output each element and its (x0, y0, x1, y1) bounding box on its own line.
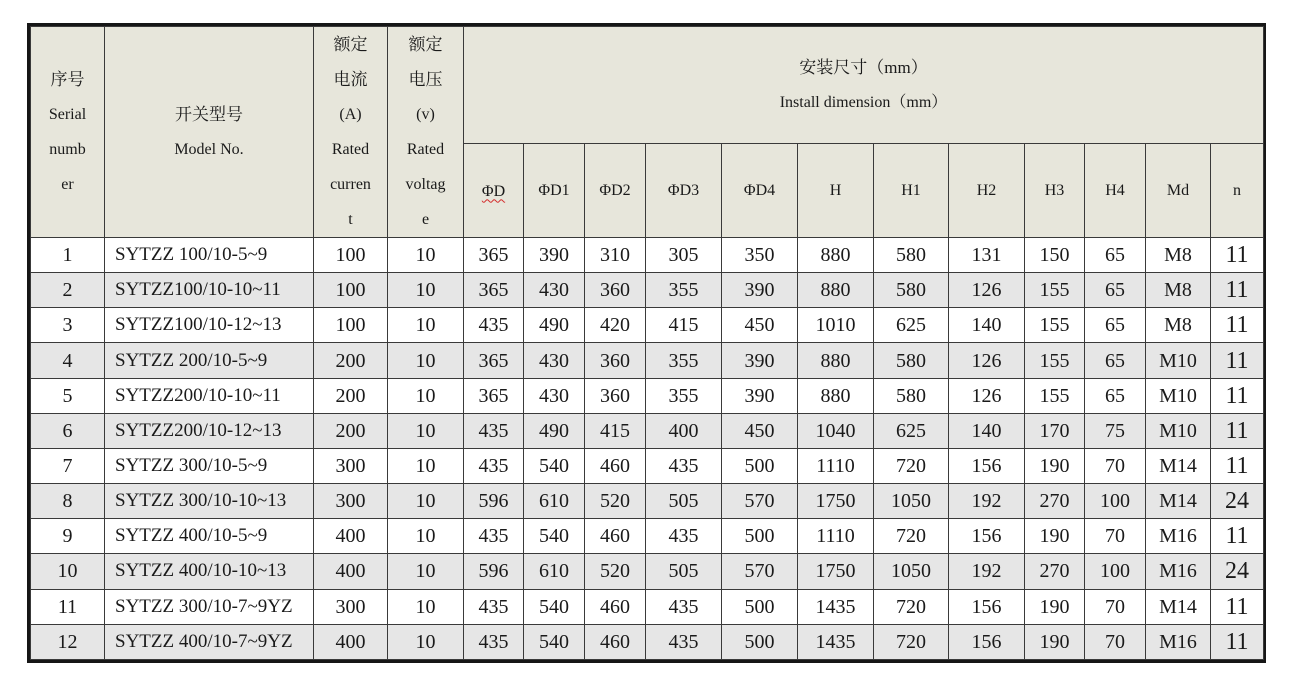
table-row (31, 273, 1264, 308)
cell-rated-voltage: 10 (388, 343, 464, 378)
cell-rated-voltage: 10 (388, 519, 464, 554)
cell-h4: 65 (1085, 308, 1146, 343)
cell-phid3: 435 (646, 448, 722, 483)
cell-phid2: 360 (585, 378, 646, 413)
table-row (31, 343, 1264, 378)
header-model (105, 27, 314, 238)
cell-phid: 435 (464, 589, 524, 624)
header-rated-current (314, 27, 388, 238)
cell-phid1: 390 (524, 238, 585, 273)
cell-h4: 100 (1085, 484, 1146, 519)
cell-h2: 156 (949, 448, 1025, 483)
cell-serial: 5 (31, 378, 105, 413)
cell-h1: 625 (874, 413, 949, 448)
cell-model: SYTZZ100/10-10~11 (105, 273, 314, 308)
header-serial-en-3: er (61, 176, 74, 193)
cell-h2: 126 (949, 378, 1025, 413)
cell-rated-voltage: 10 (388, 624, 464, 659)
cell-h: 1110 (798, 519, 874, 554)
cell-h2: 140 (949, 308, 1025, 343)
cell-h4: 70 (1085, 448, 1146, 483)
cell-rated-current: 100 (314, 308, 388, 343)
cell-phid3: 435 (646, 624, 722, 659)
cell-phid2: 460 (585, 624, 646, 659)
cell-phid4: 570 (722, 554, 798, 589)
cell-phid: 435 (464, 448, 524, 483)
cell-model: SYTZZ200/10-12~13 (105, 413, 314, 448)
cell-model: SYTZZ 100/10-5~9 (105, 238, 314, 273)
cell-rated-voltage: 10 (388, 554, 464, 589)
header-current-unit: (A) (339, 106, 362, 123)
cell-n: 11 (1211, 519, 1264, 554)
cell-serial: 10 (31, 554, 105, 589)
cell-phid: 365 (464, 378, 524, 413)
header-current-cn-2: 电流 (333, 70, 368, 89)
cell-h2: 192 (949, 484, 1025, 519)
cell-h: 1040 (798, 413, 874, 448)
cell-serial: 8 (31, 484, 105, 519)
cell-h1: 1050 (874, 554, 949, 589)
cell-h: 1750 (798, 484, 874, 519)
table-row (31, 308, 1264, 343)
cell-h3: 190 (1025, 624, 1085, 659)
cell-model: SYTZZ 400/10-5~9 (105, 519, 314, 554)
cell-rated-current: 200 (314, 378, 388, 413)
cell-n: 24 (1211, 484, 1264, 519)
cell-h3: 270 (1025, 554, 1085, 589)
cell-h: 880 (798, 343, 874, 378)
cell-phid1: 610 (524, 484, 585, 519)
cell-phid3: 355 (646, 273, 722, 308)
cell-h1: 720 (874, 519, 949, 554)
cell-h4: 65 (1085, 343, 1146, 378)
header-serial-en-2: numb (49, 141, 86, 158)
cell-phid4: 570 (722, 484, 798, 519)
header-voltage-en-3: e (421, 211, 430, 228)
cell-h4: 70 (1085, 624, 1146, 659)
cell-rated-current: 200 (314, 413, 388, 448)
cell-model: SYTZZ 300/10-5~9 (105, 448, 314, 483)
cell-h: 880 (798, 238, 874, 273)
cell-h3: 150 (1025, 238, 1085, 273)
cell-h: 880 (798, 273, 874, 308)
cell-h4: 65 (1085, 238, 1146, 273)
cell-h1: 720 (874, 589, 949, 624)
cell-md: M10 (1146, 378, 1211, 413)
cell-phid1: 540 (524, 448, 585, 483)
cell-h4: 100 (1085, 554, 1146, 589)
cell-serial: 1 (31, 238, 105, 273)
header-dim-h1: H1 (874, 144, 949, 238)
cell-phid2: 460 (585, 448, 646, 483)
header-voltage-en-2: voltag (405, 176, 446, 193)
cell-md: M8 (1146, 238, 1211, 273)
cell-n: 11 (1211, 589, 1264, 624)
cell-md: M14 (1146, 484, 1211, 519)
cell-rated-voltage: 10 (388, 308, 464, 343)
cell-phid3: 505 (646, 554, 722, 589)
cell-phid1: 430 (524, 273, 585, 308)
cell-model: SYTZZ 300/10-7~9YZ (105, 589, 314, 624)
cell-phid2: 460 (585, 589, 646, 624)
cell-n: 11 (1211, 273, 1264, 308)
cell-phid3: 435 (646, 589, 722, 624)
cell-model: SYTZZ 400/10-10~13 (105, 554, 314, 589)
cell-phid1: 430 (524, 343, 585, 378)
cell-rated-current: 300 (314, 448, 388, 483)
cell-serial: 12 (31, 624, 105, 659)
cell-h3: 190 (1025, 589, 1085, 624)
cell-n: 11 (1211, 343, 1264, 378)
cell-serial: 9 (31, 519, 105, 554)
cell-phid1: 490 (524, 413, 585, 448)
header-current-en-2: curren (330, 176, 371, 193)
cell-h2: 192 (949, 554, 1025, 589)
cell-h2: 131 (949, 238, 1025, 273)
cell-rated-voltage: 10 (388, 589, 464, 624)
cell-h1: 625 (874, 308, 949, 343)
cell-phid: 435 (464, 308, 524, 343)
header-serial-en-1: Serial (48, 106, 87, 123)
cell-md: M16 (1146, 624, 1211, 659)
header-dim-h: H (798, 144, 874, 238)
cell-md: M8 (1146, 308, 1211, 343)
header-install-en: Install dimension（mm） (779, 94, 948, 111)
cell-rated-voltage: 10 (388, 413, 464, 448)
cell-h4: 65 (1085, 273, 1146, 308)
header-current-en-1: Rated (331, 141, 370, 158)
cell-h: 1435 (798, 589, 874, 624)
cell-phid2: 360 (585, 343, 646, 378)
header-dim-h3: H3 (1025, 144, 1085, 238)
cell-phid4: 500 (722, 589, 798, 624)
cell-h: 880 (798, 378, 874, 413)
cell-h3: 155 (1025, 308, 1085, 343)
cell-rated-voltage: 10 (388, 484, 464, 519)
cell-phid1: 490 (524, 308, 585, 343)
cell-phid2: 460 (585, 519, 646, 554)
spec-table (30, 26, 1264, 660)
cell-h2: 156 (949, 624, 1025, 659)
cell-h: 1750 (798, 554, 874, 589)
header-current-en-3: t (348, 211, 353, 228)
cell-h1: 580 (874, 273, 949, 308)
cell-h4: 65 (1085, 378, 1146, 413)
cell-h2: 126 (949, 273, 1025, 308)
table-row (31, 484, 1264, 519)
cell-md: M10 (1146, 413, 1211, 448)
cell-h2: 156 (949, 519, 1025, 554)
table-frame (27, 23, 1266, 663)
cell-phid1: 540 (524, 624, 585, 659)
cell-h1: 580 (874, 238, 949, 273)
cell-md: M16 (1146, 554, 1211, 589)
cell-phid4: 500 (722, 448, 798, 483)
cell-phid3: 435 (646, 519, 722, 554)
cell-n: 11 (1211, 624, 1264, 659)
cell-phid: 596 (464, 484, 524, 519)
header-install-cn: 安装尺寸（mm） (799, 58, 928, 77)
cell-model: SYTZZ 300/10-10~13 (105, 484, 314, 519)
cell-md: M16 (1146, 519, 1211, 554)
cell-h3: 190 (1025, 519, 1085, 554)
header-dim-md: Md (1146, 144, 1211, 238)
cell-h4: 75 (1085, 413, 1146, 448)
cell-md: M14 (1146, 589, 1211, 624)
cell-phid4: 390 (722, 273, 798, 308)
cell-h3: 155 (1025, 343, 1085, 378)
cell-phid4: 500 (722, 519, 798, 554)
cell-rated-current: 100 (314, 273, 388, 308)
cell-phid2: 520 (585, 554, 646, 589)
header-voltage-en-1: Rated (406, 141, 445, 158)
header-serial (31, 27, 105, 238)
cell-h4: 70 (1085, 519, 1146, 554)
cell-md: M14 (1146, 448, 1211, 483)
cell-rated-current: 300 (314, 484, 388, 519)
cell-rated-current: 400 (314, 554, 388, 589)
cell-h: 1110 (798, 448, 874, 483)
cell-h1: 720 (874, 624, 949, 659)
cell-h3: 155 (1025, 378, 1085, 413)
header-voltage-cn-1: 额定 (408, 35, 443, 54)
cell-model: SYTZZ 200/10-5~9 (105, 343, 314, 378)
header-dim-phid2: ΦD2 (585, 144, 646, 238)
cell-serial: 4 (31, 343, 105, 378)
cell-serial: 3 (31, 308, 105, 343)
cell-h1: 580 (874, 378, 949, 413)
header-dim-phid: ΦD (464, 144, 524, 238)
cell-h1: 720 (874, 448, 949, 483)
cell-phid3: 505 (646, 484, 722, 519)
table-body (31, 238, 1264, 660)
cell-h2: 140 (949, 413, 1025, 448)
cell-serial: 6 (31, 413, 105, 448)
header-install-dimension (464, 27, 1264, 144)
cell-md: M8 (1146, 273, 1211, 308)
cell-n: 24 (1211, 554, 1264, 589)
cell-phid3: 415 (646, 308, 722, 343)
cell-rated-current: 300 (314, 589, 388, 624)
header-dim-n: n (1211, 144, 1264, 238)
cell-phid3: 400 (646, 413, 722, 448)
cell-phid: 435 (464, 519, 524, 554)
header-dim-phid3: ΦD3 (646, 144, 722, 238)
cell-phid: 435 (464, 413, 524, 448)
cell-rated-voltage: 10 (388, 448, 464, 483)
cell-h3: 190 (1025, 448, 1085, 483)
cell-rated-voltage: 10 (388, 378, 464, 413)
cell-md: M10 (1146, 343, 1211, 378)
cell-phid: 365 (464, 238, 524, 273)
table-header (31, 27, 1264, 238)
table-row (31, 378, 1264, 413)
cell-h4: 70 (1085, 589, 1146, 624)
cell-h3: 270 (1025, 484, 1085, 519)
cell-n: 11 (1211, 238, 1264, 273)
table-row (31, 519, 1264, 554)
cell-phid: 435 (464, 624, 524, 659)
cell-phid2: 520 (585, 484, 646, 519)
cell-serial: 11 (31, 589, 105, 624)
cell-phid1: 540 (524, 519, 585, 554)
cell-phid3: 355 (646, 343, 722, 378)
header-current-cn-1: 额定 (333, 35, 368, 54)
header-rated-voltage (388, 27, 464, 238)
cell-serial: 7 (31, 448, 105, 483)
header-dim-h4: H4 (1085, 144, 1146, 238)
cell-rated-voltage: 10 (388, 273, 464, 308)
cell-phid: 596 (464, 554, 524, 589)
cell-n: 11 (1211, 448, 1264, 483)
cell-h: 1435 (798, 624, 874, 659)
cell-rated-current: 200 (314, 343, 388, 378)
cell-serial: 2 (31, 273, 105, 308)
header-model-cn: 开关型号 (175, 105, 243, 124)
cell-h3: 170 (1025, 413, 1085, 448)
cell-h1: 1050 (874, 484, 949, 519)
cell-phid2: 415 (585, 413, 646, 448)
cell-phid2: 360 (585, 273, 646, 308)
cell-phid: 365 (464, 343, 524, 378)
cell-n: 11 (1211, 308, 1264, 343)
cell-phid4: 450 (722, 308, 798, 343)
cell-h2: 156 (949, 589, 1025, 624)
cell-phid4: 500 (722, 624, 798, 659)
cell-phid4: 390 (722, 343, 798, 378)
cell-model: SYTZZ200/10-10~11 (105, 378, 314, 413)
table-row (31, 448, 1264, 483)
header-voltage-cn-2: 电压 (408, 70, 443, 89)
cell-phid4: 350 (722, 238, 798, 273)
cell-phid3: 355 (646, 378, 722, 413)
table-row (31, 554, 1264, 589)
cell-h1: 580 (874, 343, 949, 378)
cell-phid4: 390 (722, 378, 798, 413)
table-row (31, 624, 1264, 659)
cell-model: SYTZZ 400/10-7~9YZ (105, 624, 314, 659)
cell-rated-current: 400 (314, 519, 388, 554)
cell-n: 11 (1211, 378, 1264, 413)
cell-n: 11 (1211, 413, 1264, 448)
cell-h2: 126 (949, 343, 1025, 378)
cell-phid3: 305 (646, 238, 722, 273)
table-row (31, 238, 1264, 273)
cell-phid4: 450 (722, 413, 798, 448)
cell-h3: 155 (1025, 273, 1085, 308)
cell-rated-voltage: 10 (388, 238, 464, 273)
cell-phid2: 310 (585, 238, 646, 273)
cell-phid: 365 (464, 273, 524, 308)
cell-phid1: 540 (524, 589, 585, 624)
cell-model: SYTZZ100/10-12~13 (105, 308, 314, 343)
cell-phid2: 420 (585, 308, 646, 343)
header-voltage-unit: (v) (416, 106, 435, 123)
header-dim-phid1: ΦD1 (524, 144, 585, 238)
cell-rated-current: 400 (314, 624, 388, 659)
cell-phid1: 610 (524, 554, 585, 589)
table-row (31, 589, 1264, 624)
cell-h: 1010 (798, 308, 874, 343)
header-serial-cn: 序号 (50, 70, 85, 89)
table-row (31, 413, 1264, 448)
header-model-en: Model No. (174, 141, 244, 158)
header-dim-h2: H2 (949, 144, 1025, 238)
cell-phid1: 430 (524, 378, 585, 413)
header-dim-phid4: ΦD4 (722, 144, 798, 238)
cell-rated-current: 100 (314, 238, 388, 273)
